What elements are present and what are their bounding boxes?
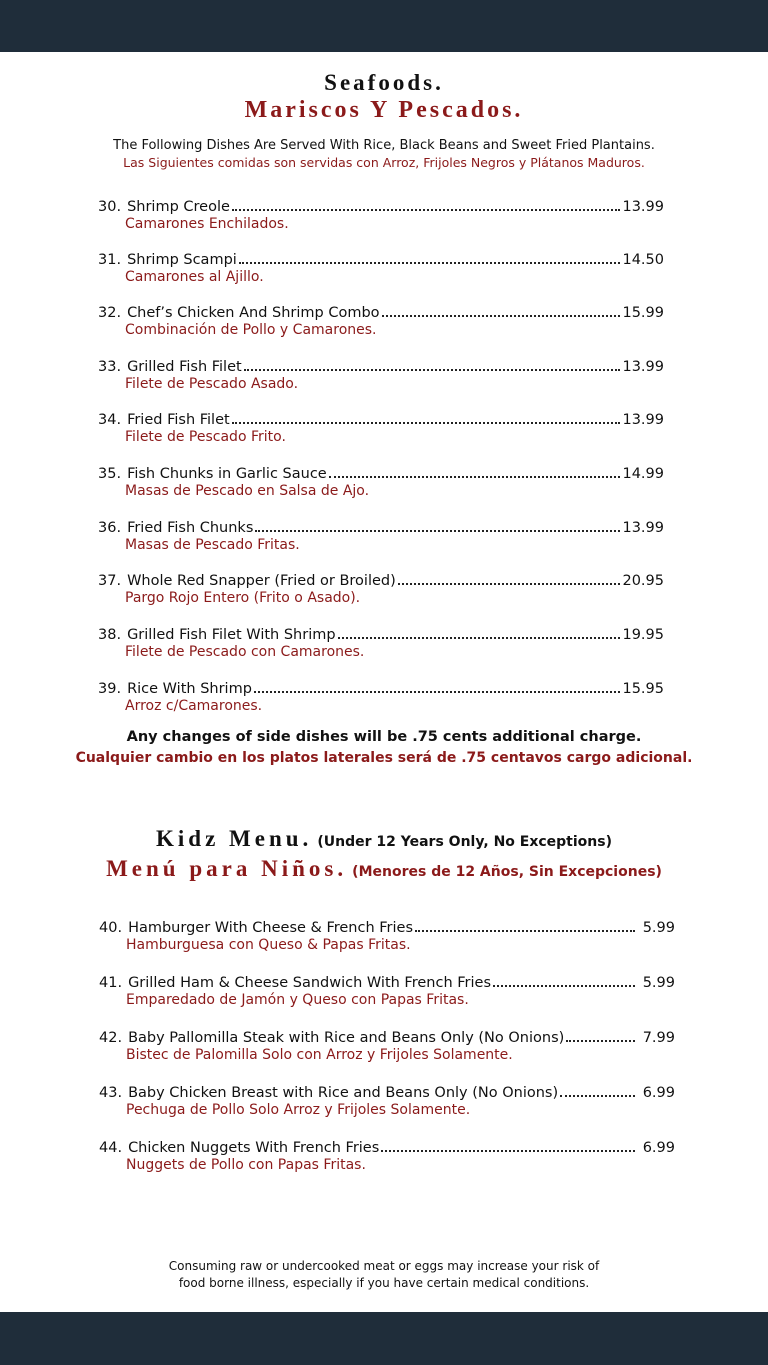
menu-item [98, 305, 664, 338]
item-name-spanish: Emparedado de Jamón y Queso con Papas Fritas. [126, 992, 469, 1008]
item-name-spanish: Masas de Pescado Fritas. [125, 537, 300, 553]
item-name-spanish: Camarones al Ajillo. [125, 269, 264, 285]
kidz-menu-subtitle-spanish: (Menores de 12 Años, Sin Excepciones) [352, 864, 662, 880]
item-name: Baby Pallomilla Steak with Rice and Beans Only (No Onions) [128, 1030, 565, 1046]
item-price: 14.99 [622, 466, 664, 482]
food-safety-disclaimer [0, 1258, 768, 1292]
item-price: 13.99 [622, 359, 664, 375]
menu-item [98, 359, 664, 392]
item-number: 38. [98, 627, 122, 643]
seafoods-intro-spanish: Las Siguientes comidas son servidas con Arroz, Frijoles Negros y Plátanos Maduros. [123, 155, 645, 170]
menu-item [98, 573, 664, 606]
leader-dots [566, 1040, 635, 1042]
item-number: 34. [98, 412, 122, 428]
leader-dots [560, 1095, 635, 1097]
item-price: 13.99 [622, 412, 664, 428]
item-name: Grilled Ham & Cheese Sandwich With French Fries [128, 975, 491, 991]
item-price: 14.50 [622, 252, 664, 268]
item-number: 31. [98, 252, 122, 268]
item-name: Rice With Shrimp [127, 681, 252, 697]
item-name-spanish: Pechuga de Pollo Solo Arroz y Frijoles Solamente. [126, 1102, 471, 1118]
item-name: Fried Fish Chunks [127, 520, 254, 536]
leader-dots [382, 315, 621, 317]
item-price: 13.99 [622, 199, 664, 215]
seafoods-intro: The Following Dishes Are Served With Rice, Black Beans and Sweet Fried Plantains. [113, 138, 655, 153]
side-dish-note: Any changes of side dishes will be .75 cents additional charge. [126, 729, 642, 745]
item-number: 35. [98, 466, 122, 482]
menu-item [98, 627, 664, 660]
menu-item [99, 1140, 675, 1173]
item-name: Chef’s Chicken And Shrimp Combo [127, 305, 380, 321]
item-name-spanish: Pargo Rojo Entero (Frito o Asado). [125, 590, 361, 606]
leader-dots [381, 1150, 635, 1152]
leader-dots [493, 985, 635, 987]
item-number: 30. [98, 199, 122, 215]
bottom-bar [0, 1312, 768, 1365]
item-price: 13.99 [622, 520, 664, 536]
item-name-spanish: Bistec de Palomilla Solo con Arroz y Frijoles Solamente. [126, 1047, 513, 1063]
leader-dots [398, 583, 621, 585]
item-name-spanish: Combinación de Pollo y Camarones. [125, 322, 377, 338]
item-name-spanish: Filete de Pescado Asado. [125, 376, 299, 392]
item-price: 7.99 [642, 1030, 675, 1046]
menu-item [99, 920, 675, 953]
menu-item [98, 520, 664, 553]
item-name-spanish: Masas de Pescado en Salsa de Ajo. [125, 483, 370, 499]
seafoods-title: Seafoods. [324, 70, 444, 95]
leader-dots [239, 262, 621, 264]
kidz-menu-title-spanish: Menú para Niños. [106, 856, 348, 881]
item-price: 19.95 [622, 627, 664, 643]
item-name: Fried Fish Filet [127, 412, 230, 428]
menu-item [99, 1030, 675, 1063]
leader-dots [232, 422, 621, 424]
disclaimer-line: food borne illness, especially if you have certain medical conditions. [178, 1276, 590, 1290]
leader-dots [338, 637, 621, 639]
item-number: 36. [98, 520, 122, 536]
leader-dots [232, 209, 621, 211]
item-name: Baby Chicken Breast with Rice and Beans Only (No Onions) [128, 1085, 559, 1101]
item-name-spanish: Hamburguesa con Queso & Papas Fritas. [126, 937, 411, 953]
item-number: 33. [98, 359, 122, 375]
item-price: 15.99 [622, 305, 664, 321]
item-name: Shrimp Scampi [127, 252, 237, 268]
menu-item [98, 252, 664, 285]
item-name-spanish: Arroz c/Camarones. [125, 698, 263, 714]
menu-item [98, 199, 664, 232]
item-number: 41. [99, 975, 123, 991]
item-name: Shrimp Creole [127, 199, 230, 215]
item-number: 43. [99, 1085, 123, 1101]
menu-item [98, 681, 664, 714]
kidz-menu-heading [0, 826, 768, 852]
kidz-menu-heading-spanish [0, 856, 768, 882]
item-price: 15.95 [622, 681, 664, 697]
top-bar [0, 0, 768, 52]
item-name: Grilled Fish Filet [127, 359, 242, 375]
leader-dots [255, 530, 620, 532]
item-name-spanish: Camarones Enchilados. [125, 216, 289, 232]
leader-dots [254, 691, 621, 693]
disclaimer-line: Consuming raw or undercooked meat or eggs may increase your risk of [168, 1259, 600, 1273]
item-number: 42. [99, 1030, 123, 1046]
item-number: 40. [99, 920, 123, 936]
leader-dots [329, 476, 621, 478]
item-price: 5.99 [642, 920, 675, 936]
side-dish-note-spanish: Cualquier cambio en los platos laterales será de .75 centavos cargo adicional. [75, 750, 693, 766]
item-number: 44. [99, 1140, 123, 1156]
item-price: 6.99 [642, 1085, 675, 1101]
leader-dots [244, 369, 621, 371]
menu-item [99, 975, 675, 1008]
leader-dots [415, 930, 635, 932]
item-number: 32. [98, 305, 122, 321]
item-name: Whole Red Snapper (Fried or Broiled) [127, 573, 396, 589]
item-number: 37. [98, 573, 122, 589]
item-name-spanish: Nuggets de Pollo con Papas Fritas. [126, 1157, 366, 1173]
item-price: 5.99 [642, 975, 675, 991]
item-name-spanish: Filete de Pescado Frito. [125, 429, 286, 445]
item-name: Hamburger With Cheese & French Fries [128, 920, 414, 936]
menu-item [98, 412, 664, 445]
item-name: Grilled Fish Filet With Shrimp [127, 627, 336, 643]
item-name-spanish: Filete de Pescado con Camarones. [125, 644, 365, 660]
seafoods-title-spanish: Mariscos Y Pescados. [244, 97, 524, 123]
item-price: 20.95 [622, 573, 664, 589]
menu-item [99, 1085, 675, 1118]
item-number: 39. [98, 681, 122, 697]
menu-item [98, 466, 664, 499]
item-name: Fish Chunks in Garlic Sauce [127, 466, 327, 482]
kidz-menu-title: Kidz Menu. [156, 826, 313, 851]
item-name: Chicken Nuggets With French Fries [128, 1140, 380, 1156]
item-price: 6.99 [642, 1140, 675, 1156]
kidz-menu-subtitle: (Under 12 Years Only, No Exceptions) [317, 834, 612, 850]
